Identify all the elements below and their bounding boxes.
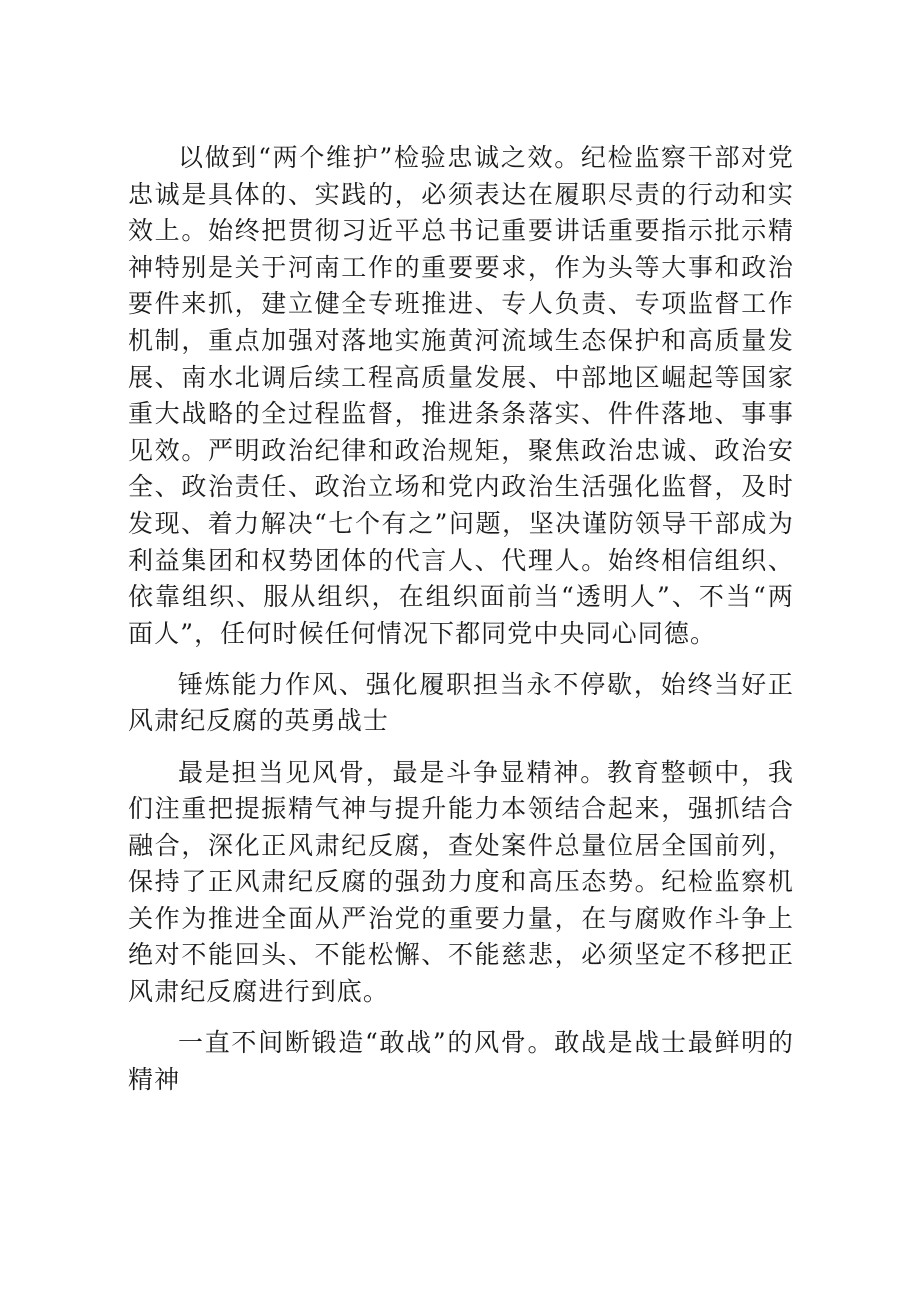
document-body bbox=[128, 140, 794, 1113]
paragraph-4: 一直不间断锻造“敢战”的风骨。敢战是战士最鲜明的精神 bbox=[128, 1028, 794, 1094]
paragraph-1: 以做到“两个维护”检验忠诚之效。纪检监察干部对党忠诚是具体的、实践的，必须表达在履职尽责的行动和实效上。始终把贯彻习近平总书记重要讲话重要指示批示精神特别是关于河南工作的重要要求，作为头等大事和政治要件来抓，建立健全专班推进、专人负责、专项监督工作机制，重点加强对落地实施黄河流域生态保护和高质量发展、南水北调后续工程高质量发展、中部地区崛起等国家重大战略的全过程监督，推进条条落实、件件落地、事事见效。严明政治纪律和政治规矩，聚焦政治忠诚、政治安全、政治责任、政治立场和党内政治生活强化监督，及时发现、着力解决“七个有之”问题，坚决谨防领导干部成为利益集团和权势团体的代言人、代理人。始终相信组织、依靠组织、服从组织，在组织面前当“透明人”、不当“两面人”，任何时候任何情况下都同党中央同心同德。 bbox=[128, 143, 794, 648]
paragraph-2-heading: 锤炼能力作风、强化履职担当永不停歇，始终当好正风肃纪反腐的英勇战士 bbox=[128, 669, 794, 736]
paragraph-3: 最是担当见风骨，最是斗争显精神。教育整顿中，我们注重把提振精气神与提升能力本领结合起来，强抓结合融合，深化正风肃纪反腐，查处案件总量位居全国前列，保持了正风肃纪反腐的强劲力度和高压态势。纪检监察机关作为推进全面从严治党的重要力量，在与腐败作斗争上绝对不能回头、不能松懈、不能慈悲，必须坚定不移把正风肃纪反腐进行到底。 bbox=[128, 757, 794, 1007]
